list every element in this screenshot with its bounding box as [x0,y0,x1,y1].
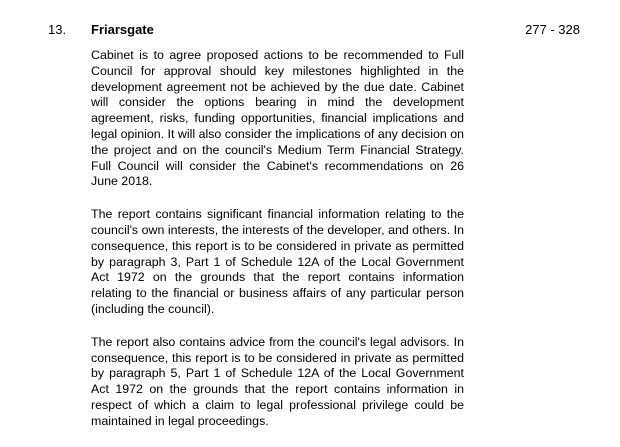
item-title: Friarsgate [91,22,154,37]
paragraph-legal-advice: The report also contains advice from the council's legal advisors. In consequence, this report is to be considered in private as permitted by paragraph 5, Part 1 of Schedule 12A of the Local Government Act 1972 on the grounds that the report contains information in respect of which a claim to legal professional privilege could be maintained in legal proceedings. [91,334,464,428]
item-number: 13. [48,22,67,37]
page-range: 277 - 328 [525,22,580,37]
item-body [91,48,464,447]
paragraph-cabinet-decision: Cabinet is to agree proposed actions to be recommended to Full Council for approval should key milestones highlighted in the development agreement not be achieved by the due date. Cabinet will consider the options bearing in mind the development agreement, risks, funding opportunities, financial implications and legal opinion. It will also consider the implications of any decision on the project and on the council's Medium Term Financial Strategy. Full Council will consider the Cabinet's recommendations on 26 June 2018. [91,48,464,189]
paragraph-financial-information: The report contains significant financial information relating to the council's own interests, the interests of the developer, and others. In consequence, this report is to be considered in private as permitted by paragraph 3, Part 1 of Schedule 12A of the Local Government Act 1972 on the grounds that the report contains information relating to the financial or business affairs of any particular person (including the council). [91,207,464,316]
